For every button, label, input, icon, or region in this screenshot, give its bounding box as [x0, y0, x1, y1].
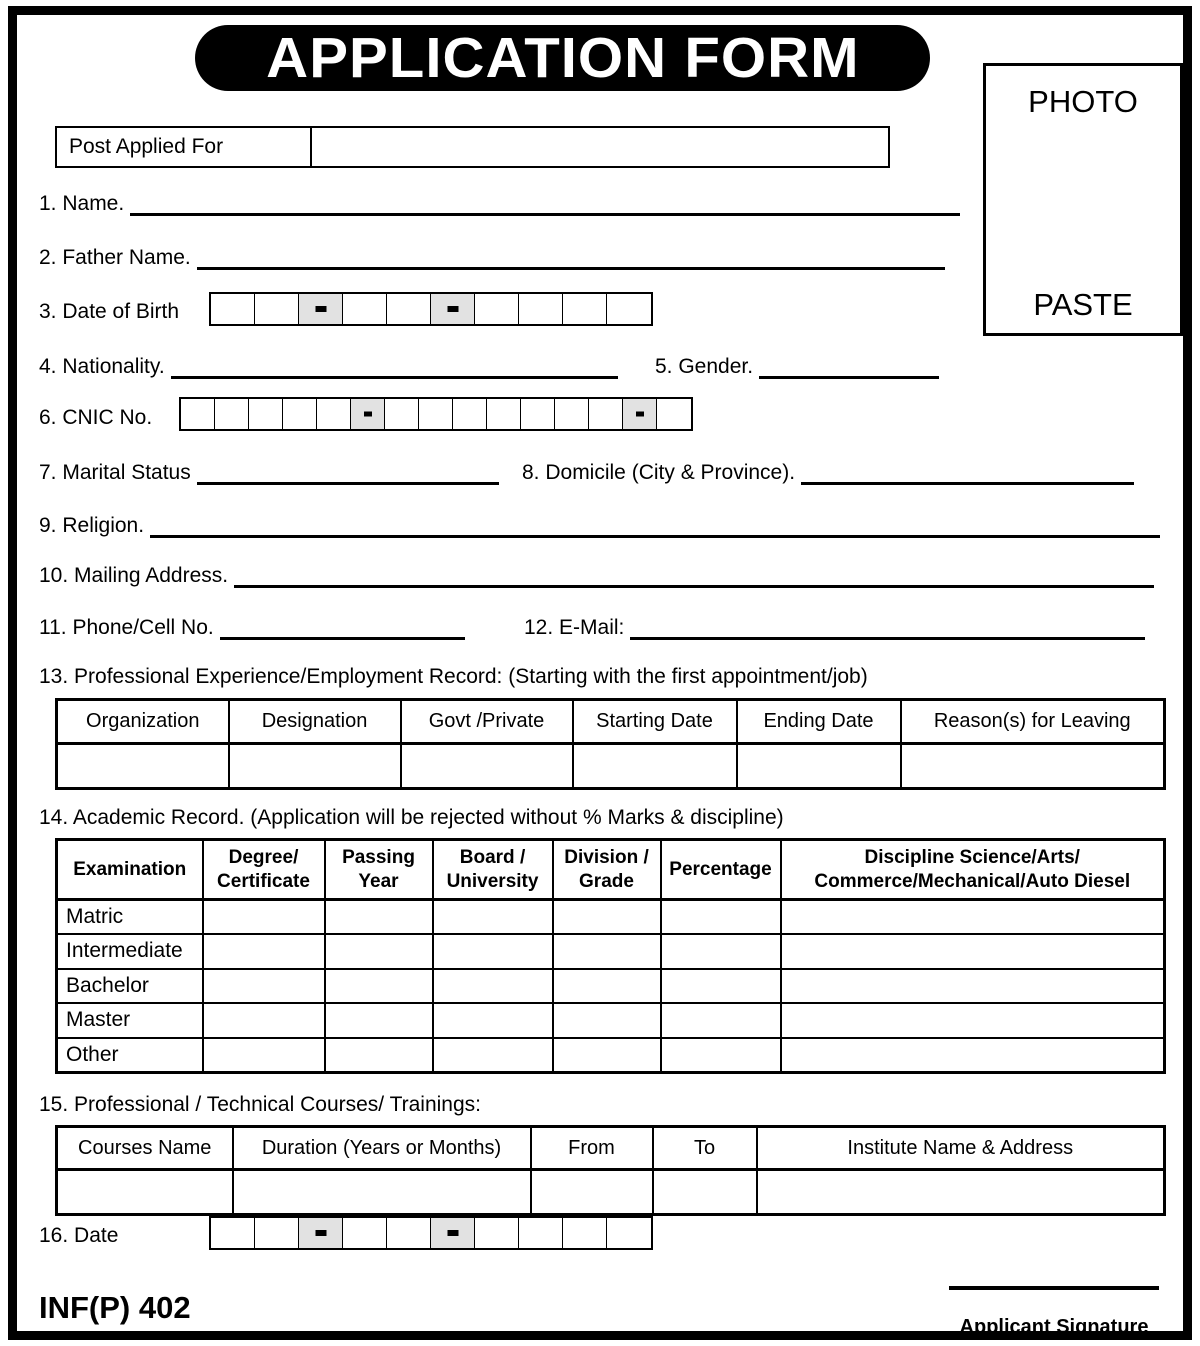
character-cell[interactable] — [519, 1218, 563, 1248]
photo-paste-box[interactable] — [983, 63, 1183, 336]
row-label: Master — [57, 1003, 203, 1038]
character-cell[interactable] — [519, 294, 563, 324]
field-marital-status-input[interactable] — [197, 471, 499, 485]
separator-cell — [351, 399, 385, 429]
character-cell[interactable] — [475, 294, 519, 324]
table-cell[interactable] — [325, 1038, 433, 1073]
form-code: INF(P) 402 — [39, 1290, 191, 1325]
academic-table — [55, 838, 1166, 1074]
field-nationality-label: 4. Nationality. — [39, 355, 165, 378]
table-cell[interactable] — [325, 969, 433, 1004]
character-cell[interactable] — [211, 1218, 255, 1248]
table-cell[interactable] — [203, 969, 325, 1004]
table-row — [57, 1003, 1165, 1038]
field-domicile-row — [522, 462, 1134, 485]
character-cell[interactable] — [387, 1218, 431, 1248]
academic-heading: 14. Academic Record. (Application will be rejected without % Marks & discipline) — [39, 806, 784, 829]
column-header: Designation — [229, 700, 401, 744]
table-cell[interactable] — [781, 1003, 1165, 1038]
table-cell[interactable] — [203, 1003, 325, 1038]
separator-cell — [623, 399, 657, 429]
column-header: Govt /Private — [401, 700, 573, 744]
courses-heading: 15. Professional / Technical Courses/ Trainings: — [39, 1093, 482, 1116]
column-header: To — [653, 1127, 757, 1170]
form-body — [17, 15, 1183, 1338]
field-father-name-input[interactable] — [197, 256, 945, 270]
field-nationality-row — [39, 356, 618, 379]
post-applied-for-box — [55, 126, 890, 168]
column-header: Reason(s) for Leaving — [901, 700, 1165, 744]
field-mailing-address-label: 10. Mailing Address. — [39, 564, 229, 587]
table-row — [57, 900, 1165, 935]
field-phone-input[interactable] — [220, 626, 465, 640]
field-cnic-label: 6. CNIC No. — [39, 406, 153, 429]
character-cell[interactable] — [249, 399, 283, 429]
character-cell[interactable] — [317, 399, 351, 429]
table-cell[interactable] — [433, 969, 553, 1004]
character-cell[interactable] — [563, 294, 607, 324]
field-father-name-row — [39, 247, 945, 270]
application-form-page — [8, 6, 1192, 1340]
separator-cell — [299, 1218, 343, 1248]
character-cell[interactable] — [215, 399, 249, 429]
signature-line[interactable] — [949, 1286, 1159, 1290]
field-cnic-row — [39, 407, 152, 430]
column-header: Passing Year — [325, 840, 433, 900]
character-cell[interactable] — [387, 294, 431, 324]
table-cell[interactable] — [233, 1170, 531, 1215]
row-label: Matric — [57, 900, 203, 935]
table-cell[interactable] — [401, 744, 573, 789]
academic-table-body — [57, 900, 1165, 1073]
table-cell[interactable] — [553, 934, 661, 969]
character-cell[interactable] — [475, 1218, 519, 1248]
field-email-input[interactable] — [630, 626, 1145, 640]
table-cell[interactable] — [781, 934, 1165, 969]
field-gender-row — [655, 356, 939, 379]
table-cell[interactable] — [57, 744, 229, 789]
field-phone-row — [39, 617, 465, 640]
photo-label: PHOTO — [1028, 84, 1138, 119]
separator-cell — [299, 294, 343, 324]
field-domicile-input[interactable] — [801, 471, 1134, 485]
field-domicile-label: 8. Domicile (City & Province). — [522, 461, 796, 484]
column-header: Duration (Years or Months) — [233, 1127, 531, 1170]
field-email-row — [524, 617, 1145, 640]
table-cell[interactable] — [203, 1038, 325, 1073]
column-header: Institute Name & Address — [757, 1127, 1165, 1170]
courses-table-body — [57, 1170, 1165, 1215]
experience-table — [55, 698, 1166, 790]
row-label: Intermediate — [57, 934, 203, 969]
field-nationality-input[interactable] — [171, 365, 618, 379]
field-date-label: 16. Date — [39, 1224, 119, 1247]
table-row — [57, 934, 1165, 969]
column-header: Examination — [57, 840, 203, 900]
table-cell[interactable] — [737, 744, 901, 789]
table-row — [57, 969, 1165, 1004]
academic-table-header-row — [57, 840, 1165, 900]
character-cell[interactable] — [255, 294, 299, 324]
post-applied-for-input[interactable] — [312, 128, 888, 166]
character-cell[interactable] — [343, 294, 387, 324]
table-cell[interactable] — [553, 969, 661, 1004]
courses-table — [55, 1125, 1166, 1216]
column-header: Percentage — [661, 840, 781, 900]
character-cell[interactable] — [657, 399, 691, 429]
table-cell[interactable] — [653, 1170, 757, 1215]
field-religion-row — [39, 515, 1160, 538]
character-cell[interactable] — [181, 399, 215, 429]
field-cnic-cells[interactable] — [179, 397, 693, 431]
table-cell[interactable] — [661, 1003, 781, 1038]
field-date-cells[interactable] — [209, 1216, 653, 1250]
table-cell[interactable] — [433, 934, 553, 969]
column-header: Courses Name — [57, 1127, 233, 1170]
character-cell[interactable] — [521, 399, 555, 429]
post-applied-for-label: Post Applied For — [57, 128, 312, 166]
field-dob-label: 3. Date of Birth — [39, 300, 180, 323]
character-cell[interactable] — [283, 399, 317, 429]
column-header: Division / Grade — [553, 840, 661, 900]
table-cell[interactable] — [757, 1170, 1165, 1215]
experience-table-body — [57, 744, 1165, 789]
courses-table-header-row — [57, 1127, 1165, 1170]
form-title-banner — [195, 25, 930, 91]
field-name-row — [39, 193, 960, 216]
table-cell[interactable] — [325, 934, 433, 969]
column-header: Board / University — [433, 840, 553, 900]
row-label: Bachelor — [57, 969, 203, 1004]
character-cell[interactable] — [211, 294, 255, 324]
field-phone-label: 11. Phone/Cell No. — [39, 616, 214, 639]
character-cell[interactable] — [563, 1218, 607, 1248]
field-name-label: 1. Name. — [39, 192, 125, 215]
table-cell[interactable] — [433, 900, 553, 935]
table-cell[interactable] — [433, 1003, 553, 1038]
field-marital-status-row — [39, 462, 499, 485]
table-cell[interactable] — [781, 969, 1165, 1004]
table-cell[interactable] — [661, 969, 781, 1004]
character-cell[interactable] — [453, 399, 487, 429]
separator-cell — [431, 1218, 475, 1248]
table-cell[interactable] — [781, 900, 1165, 935]
table-cell[interactable] — [553, 1038, 661, 1073]
field-religion-label: 9. Religion. — [39, 514, 145, 537]
table-row — [57, 1038, 1165, 1073]
character-cell[interactable] — [487, 399, 521, 429]
field-dob-cells[interactable] — [209, 292, 653, 326]
field-date-row — [39, 1225, 118, 1248]
column-header: Organization — [57, 700, 229, 744]
character-cell[interactable] — [343, 1218, 387, 1248]
column-header: Degree/ Certificate — [203, 840, 325, 900]
table-cell[interactable] — [553, 1003, 661, 1038]
column-header: From — [531, 1127, 653, 1170]
table-cell[interactable] — [901, 744, 1165, 789]
column-header: Ending Date — [737, 700, 901, 744]
field-dob-row — [39, 301, 179, 324]
row-label: Other — [57, 1038, 203, 1073]
table-row — [57, 744, 1165, 789]
table-cell[interactable] — [433, 1038, 553, 1073]
applicant-signature-area — [949, 1286, 1159, 1339]
table-cell[interactable] — [57, 1170, 233, 1215]
table-cell[interactable] — [661, 1038, 781, 1073]
character-cell[interactable] — [607, 294, 651, 324]
character-cell[interactable] — [419, 399, 453, 429]
experience-table-header-row — [57, 700, 1165, 744]
table-cell[interactable] — [553, 900, 661, 935]
field-gender-label: 5. Gender. — [655, 355, 754, 378]
column-header: Discipline Science/Arts/ Commerce/Mechanical/Auto Diesel — [781, 840, 1165, 900]
field-father-name-label: 2. Father Name. — [39, 246, 191, 269]
character-cell[interactable] — [589, 399, 623, 429]
field-name-input[interactable] — [130, 202, 960, 216]
table-cell[interactable] — [573, 744, 737, 789]
page-title: APPLICATION FORM — [265, 25, 860, 90]
field-marital-status-label: 7. Marital Status — [39, 461, 191, 484]
table-row — [57, 1170, 1165, 1215]
character-cell[interactable] — [385, 399, 419, 429]
table-cell[interactable] — [325, 900, 433, 935]
character-cell[interactable] — [555, 399, 589, 429]
table-cell[interactable] — [203, 900, 325, 935]
signature-label: Applicant Signature — [959, 1316, 1149, 1338]
field-email-label: 12. E-Mail: — [524, 616, 625, 639]
column-header: Starting Date — [573, 700, 737, 744]
table-cell[interactable] — [661, 934, 781, 969]
experience-heading: 13. Professional Experience/Employment Record: (Starting with the first appointment/job) — [39, 665, 868, 688]
table-cell[interactable] — [229, 744, 401, 789]
field-religion-input[interactable] — [150, 524, 1160, 538]
table-cell[interactable] — [325, 1003, 433, 1038]
table-cell[interactable] — [661, 900, 781, 935]
field-gender-input[interactable] — [759, 365, 939, 379]
field-mailing-address-input[interactable] — [234, 574, 1154, 588]
table-cell[interactable] — [203, 934, 325, 969]
field-mailing-address-row — [39, 565, 1154, 588]
character-cell[interactable] — [607, 1218, 651, 1248]
separator-cell — [431, 294, 475, 324]
table-cell[interactable] — [781, 1038, 1165, 1073]
table-cell[interactable] — [531, 1170, 653, 1215]
character-cell[interactable] — [255, 1218, 299, 1248]
paste-label: PASTE — [1033, 287, 1133, 322]
